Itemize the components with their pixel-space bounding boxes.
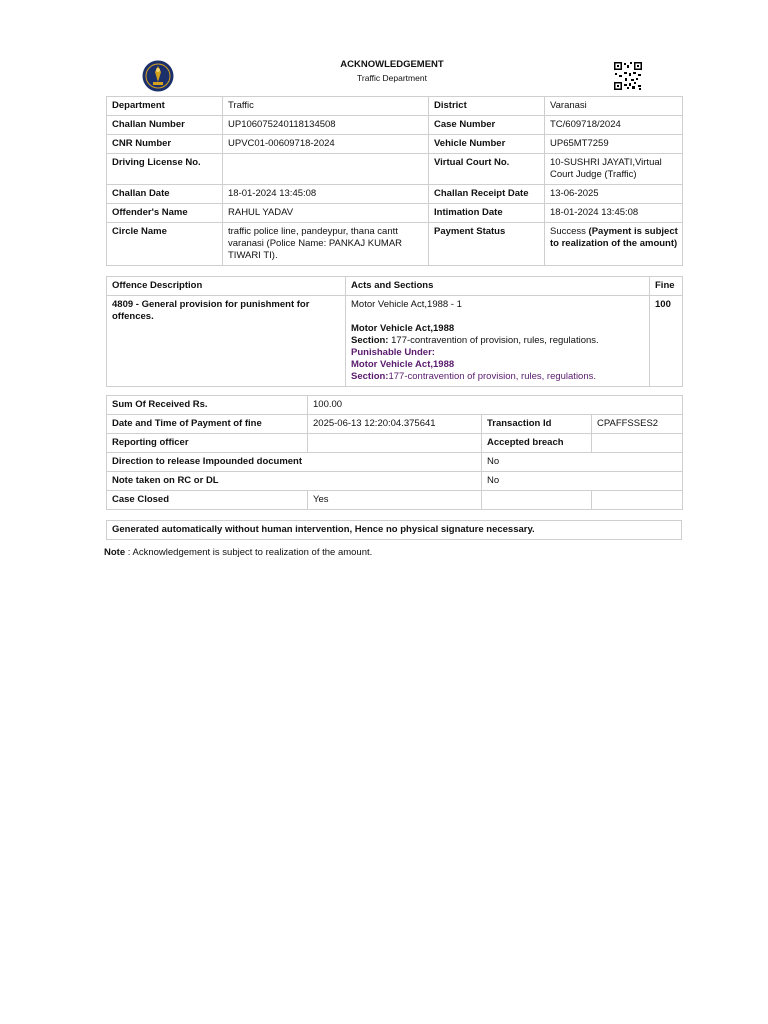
- details-table: [106, 96, 683, 266]
- release-document-value: No: [482, 453, 683, 472]
- driving-license-value: [223, 154, 429, 185]
- release-document-label: Direction to release Impounded document: [107, 453, 482, 472]
- cnr-number-label: CNR Number: [107, 135, 223, 154]
- fine-header: Fine: [650, 277, 683, 296]
- table-row: [107, 521, 682, 540]
- cnr-number-value: UPVC01-00609718-2024: [223, 135, 429, 154]
- reporting-officer-value: [308, 434, 482, 453]
- table-row: [107, 296, 683, 387]
- punishable-section-text: 177-contravention of provision, rules, regulations.: [388, 371, 597, 382]
- case-closed-value: Yes: [308, 491, 482, 510]
- payment-status-value: [545, 223, 683, 266]
- generated-notice-table: [106, 520, 682, 540]
- punishable-under-label: Punishable Under:: [351, 347, 435, 358]
- generated-notice: Generated automatically without human intervention, Hence no physical signature necessary.: [107, 521, 682, 540]
- acts-sections-cell: [346, 296, 650, 387]
- note-rc-dl-value: No: [482, 472, 683, 491]
- circle-name-label: Circle Name: [107, 223, 223, 266]
- table-row: [107, 185, 683, 204]
- transaction-id-value: CPAFFSSES2: [592, 415, 683, 434]
- qr-code-icon[interactable]: [613, 61, 643, 91]
- table-row: [107, 434, 683, 453]
- section-line: [351, 335, 645, 347]
- table-header-row: [107, 277, 683, 296]
- offender-name-label: Offender's Name: [107, 204, 223, 223]
- challan-number-label: Challan Number: [107, 116, 223, 135]
- circle-name-value: traffic police line, pandeypur, thana cantt varanasi (Police Name: PANKAJ KUMAR TIWARI TI).: [223, 223, 429, 266]
- offence-description-header: Offence Description: [107, 277, 346, 296]
- offence-table: [106, 276, 683, 387]
- table-row: [107, 135, 683, 154]
- case-closed-label: Case Closed: [107, 491, 308, 510]
- payment-status-label: Payment Status: [429, 223, 545, 266]
- challan-date-value: 18-01-2024 13:45:08: [223, 185, 429, 204]
- receipt-date-label: Challan Receipt Date: [429, 185, 545, 204]
- vehicle-number-value: UP65MT7259: [545, 135, 683, 154]
- case-number-value: TC/609718/2024: [545, 116, 683, 135]
- driving-license-label: Driving License No.: [107, 154, 223, 185]
- accepted-breach-value: [592, 434, 683, 453]
- page-subtitle: Traffic Department: [357, 73, 427, 83]
- page-title: ACKNOWLEDGEMENT: [340, 59, 444, 70]
- footer-note: [104, 547, 372, 558]
- table-row: [107, 204, 683, 223]
- challan-date-label: Challan Date: [107, 185, 223, 204]
- reporting-officer-label: Reporting officer: [107, 434, 308, 453]
- vehicle-number-label: Vehicle Number: [429, 135, 545, 154]
- act-name: Motor Vehicle Act,1988: [351, 323, 455, 334]
- table-row: [107, 415, 683, 434]
- payment-status-note: (Payment is subject to realization of the amount): [550, 226, 678, 249]
- table-row: [107, 472, 683, 491]
- intimation-date-value: 18-01-2024 13:45:08: [545, 204, 683, 223]
- challan-number-value: UP106075240118134508: [223, 116, 429, 135]
- virtual-court-value: 10-SUSHRI JAYATI,Virtual Court Judge (Traffic): [545, 154, 683, 185]
- punishable-section-label: Section:: [351, 371, 389, 382]
- accepted-breach-label: Accepted breach: [482, 434, 592, 453]
- intimation-date-label: Intimation Date: [429, 204, 545, 223]
- offender-name-value: RAHUL YADAV: [223, 204, 429, 223]
- empty-cell: [482, 491, 592, 510]
- fine-value: 100: [650, 296, 683, 387]
- payment-datetime-label: Date and Time of Payment of fine: [107, 415, 308, 434]
- sum-received-label: Sum Of Received Rs.: [107, 396, 308, 415]
- case-number-label: Case Number: [429, 116, 545, 135]
- transaction-id-label: Transaction Id: [482, 415, 592, 434]
- table-row: [107, 154, 683, 185]
- department-value: Traffic: [223, 97, 429, 116]
- offence-description: 4809 - General provision for punishment for offences.: [107, 296, 346, 387]
- payment-status-text: Success: [550, 226, 586, 237]
- acts-sections-header: Acts and Sections: [346, 277, 650, 296]
- department-label: Department: [107, 97, 223, 116]
- payment-datetime-value: 2025-06-13 12:20:04.375641: [308, 415, 482, 434]
- receipt-date-value: 13-06-2025: [545, 185, 683, 204]
- note-label: Note: [104, 547, 126, 558]
- virtual-court-label: Virtual Court No.: [429, 154, 545, 185]
- note-text: : Acknowledgement is subject to realization of the amount.: [125, 547, 373, 558]
- act-line: Motor Vehicle Act,1988 - 1: [351, 299, 462, 310]
- section-label: Section:: [351, 335, 389, 346]
- table-row: [107, 453, 683, 472]
- table-row: [107, 491, 683, 510]
- table-row: [107, 116, 683, 135]
- table-row: [107, 223, 683, 266]
- sum-received-value: 100.00: [308, 396, 683, 415]
- section-text: 177-contravention of provision, rules, regulations.: [391, 335, 599, 346]
- district-label: District: [429, 97, 545, 116]
- punishable-act: Motor Vehicle Act,1988: [351, 359, 455, 370]
- district-value: Varanasi: [545, 97, 683, 116]
- payment-table: [106, 395, 683, 510]
- note-rc-dl-label: Note taken on RC or DL: [107, 472, 482, 491]
- punishable-section-line: [351, 371, 645, 383]
- empty-cell: [592, 491, 683, 510]
- table-row: [107, 396, 683, 415]
- table-row: [107, 97, 683, 116]
